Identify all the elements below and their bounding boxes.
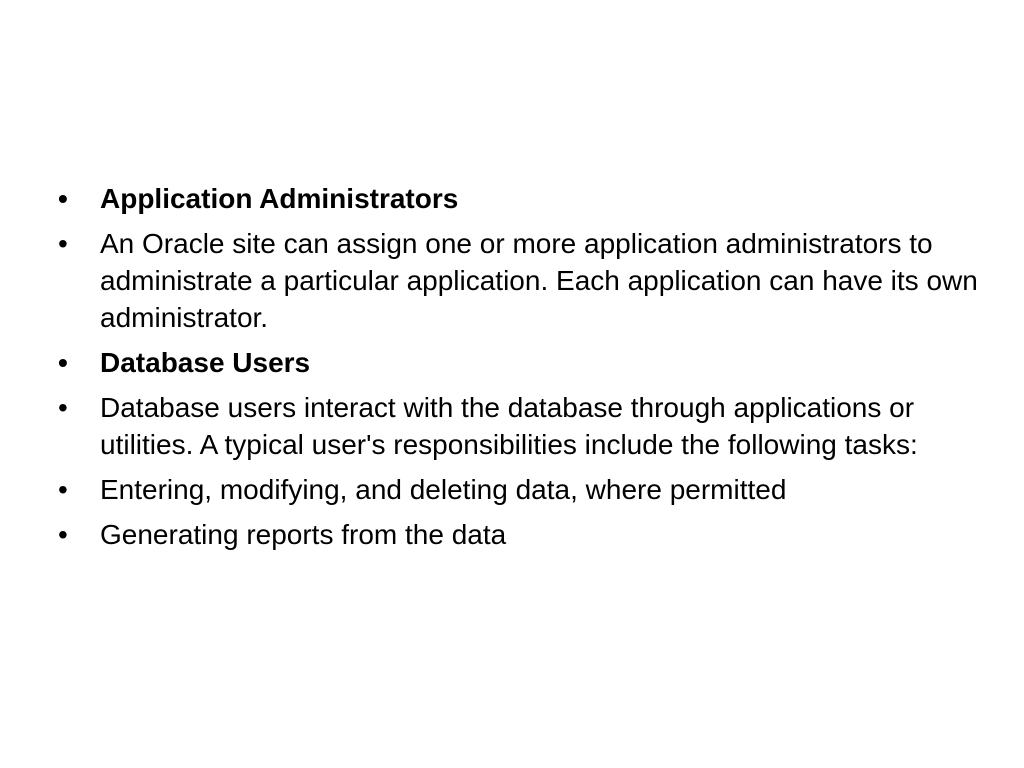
bullet-application-administrators-description: • An Oracle site can assign one or more application administrators to administrate a particular application. Each application can have its own administrator.: [58, 225, 978, 336]
bullet-list: [58, 180, 978, 561]
bullet-task-entering-data: • Entering, modifying, and deleting data, where permitted: [58, 471, 978, 508]
bullet-application-administrators-heading: • Application Administrators: [58, 180, 978, 217]
bullet-task-generating-reports: • Generating reports from the data: [58, 516, 978, 553]
bullet-database-users-description: • Database users interact with the database through applications or utilities. A typical user's responsibilities include the following tasks:: [58, 389, 978, 463]
bullet-database-users-heading: • Database Users: [58, 344, 978, 381]
